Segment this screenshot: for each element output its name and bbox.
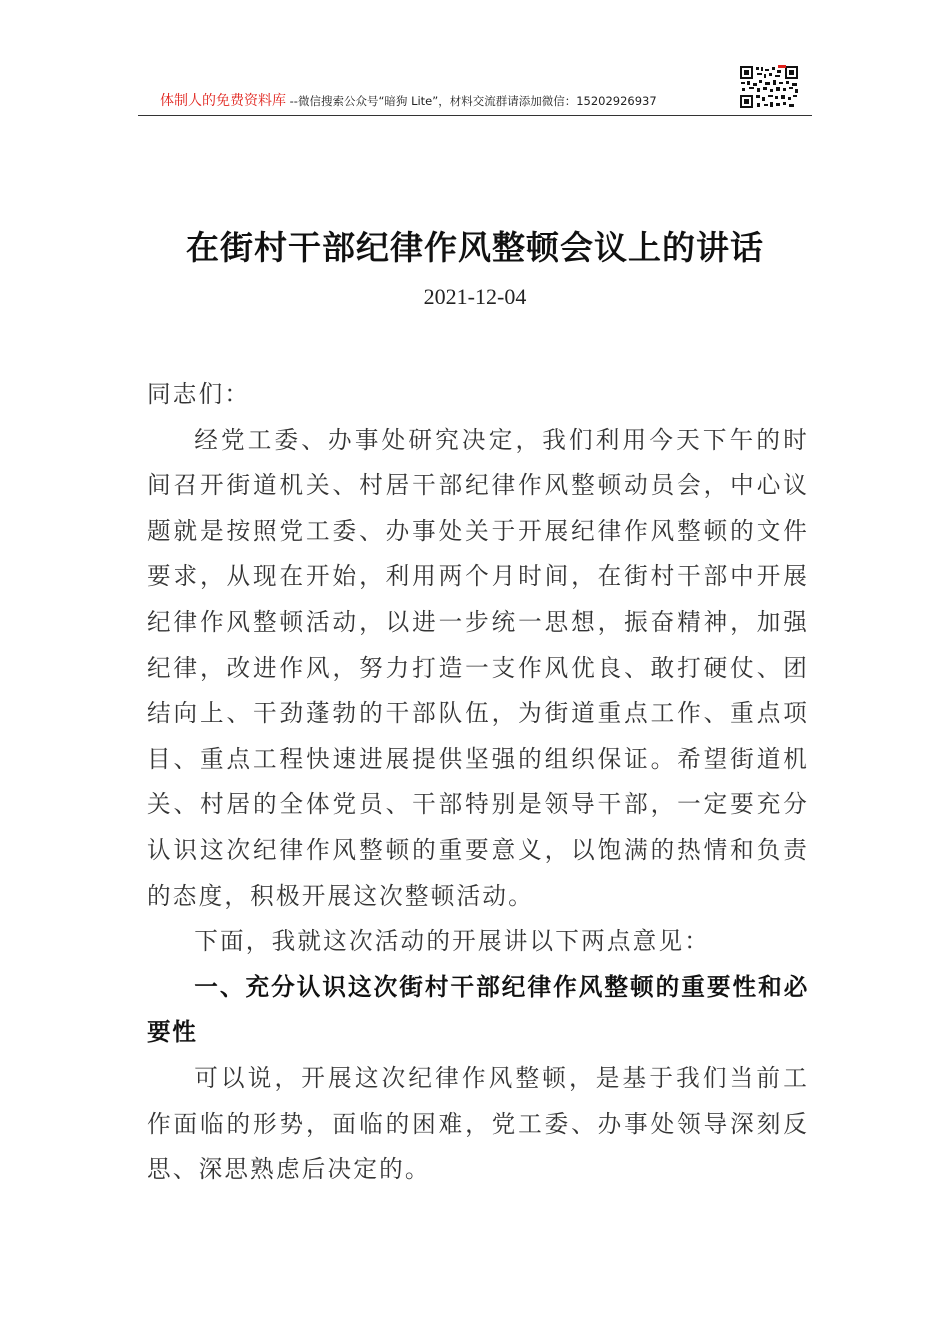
- paragraph: 下面，我就这次活动的开展讲以下两点意见：: [194, 927, 711, 956]
- section-heading: 一、充分认识这次街村干部纪律作风整顿的重要性和必要性: [147, 972, 809, 1047]
- brand-name: 体制人的免费资料库: [160, 93, 286, 109]
- qr-code-icon: [739, 65, 799, 109]
- header-divider: [138, 115, 812, 116]
- paragraph: 经党工委、办事处研究决定，我们利用今天下午的时间召开街道机关、村居干部纪律作风整顿动员会，中心议题就是按照党工委、办事处关于开展纪律作风整顿的文件要求，从现在开始，利用两个月时间，在街村干部中开展纪律作风整顿活动，以进一步统一思想，振奋精神，加强纪律，改进作风，努力打造一支作风优良、敢打硬仗、团结向上、干劲蓬勃的干部队伍，为街道重点工作、重点项目、重点工程快速进展提供坚强的组织保证。希望街道机关、村居的全体党员、干部特别是领导干部，一定要充分认识这次纪律作风整顿的重要意义，以饱满的热情和负责的态度，积极开展这次整顿活动。: [147, 425, 809, 910]
- document-body: [147, 372, 809, 1193]
- salutation: 同志们：: [147, 380, 251, 408]
- header-banner: [160, 90, 657, 110]
- paragraph: 可以说，开展这次纪律作风整顿，是基于我们当前工作面临的形势，面临的困难，党工委、办事处领导深刻反思、深思熟虑后决定的。: [147, 1063, 809, 1184]
- document-date: 2021-12-04: [423, 284, 527, 309]
- header-tagline: --微信搜索公众号“暗狗 Lite”，材料交流群请添加微信：15202926937: [286, 94, 657, 108]
- page-header: [138, 64, 812, 116]
- page-title: 在街村干部纪律作风整顿会议上的讲话: [186, 228, 764, 267]
